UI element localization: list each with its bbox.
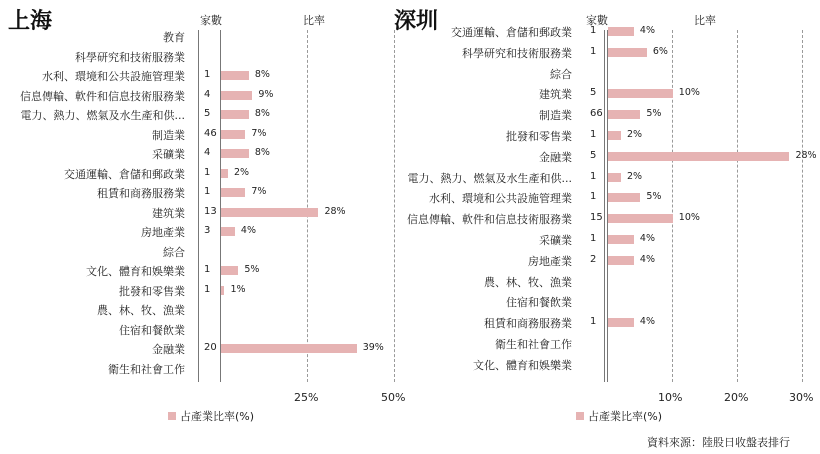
count-value: 3: [204, 225, 211, 236]
category-label: 信息傳輸、軟件和信息技術服務業: [20, 89, 185, 103]
category-label: 租賃和商務服務業: [97, 187, 185, 200]
category-label: 住宿和餐飲業: [119, 323, 185, 337]
ratio-bar: [608, 152, 789, 161]
data-label: 4%: [639, 253, 655, 265]
count-header: 家數: [586, 14, 608, 27]
chart-title: 上海: [8, 9, 53, 34]
category-label: 農、林、牧、漁業: [484, 275, 572, 289]
data-label: 8%: [254, 147, 270, 158]
ratio-bar: [608, 318, 634, 327]
count-value: 4: [204, 88, 211, 100]
ratio-bar: [221, 149, 249, 158]
legend-label: 占產業比率(%): [588, 410, 663, 423]
legend: [168, 408, 254, 424]
category-label: 教育: [163, 31, 185, 44]
chart-title: 深圳: [394, 9, 439, 34]
count-value: 15: [590, 212, 603, 224]
category-label: 金融業: [539, 150, 572, 164]
data-label: 28%: [324, 205, 346, 217]
gridline: [607, 30, 608, 382]
ratio-bar: [221, 208, 318, 217]
category-label: 水利、環境和公共設施管理業: [42, 70, 185, 83]
x-tick-label: 10%: [658, 391, 683, 404]
count-value: 1: [590, 129, 597, 140]
count-value: 20: [204, 342, 217, 353]
count-value: 5: [590, 87, 597, 99]
ratio-bar: [221, 188, 245, 197]
data-label: 1%: [230, 283, 246, 295]
data-label: 4%: [639, 25, 655, 36]
data-label: 5%: [646, 108, 662, 120]
category-label: 科學研究和技術服務業: [462, 46, 572, 60]
category-label: 文化、體育和娛樂業: [473, 358, 572, 372]
count-header: 家數: [200, 14, 222, 27]
count-value: 1: [590, 233, 597, 244]
legend: [576, 408, 662, 424]
data-label: 4%: [639, 233, 655, 244]
category-label: 采礦業: [152, 148, 185, 161]
legend-swatch: [168, 412, 176, 420]
category-label: 制造業: [152, 128, 185, 142]
ratio-bar: [608, 214, 673, 223]
count-value: 1: [204, 186, 211, 197]
data-label: 2%: [626, 129, 643, 140]
category-label: 電力、熱力、燃氣及水生產和供...: [407, 171, 572, 185]
ratio-bar: [608, 48, 647, 57]
data-label: 7%: [251, 186, 267, 197]
data-label: 39%: [362, 342, 384, 353]
count-value: 1: [590, 45, 597, 57]
count-value: 1: [590, 170, 597, 182]
count-value: 2: [590, 253, 597, 265]
data-label: 6%: [652, 45, 668, 57]
ratio-bar: [608, 193, 640, 202]
ratio-bar: [221, 71, 249, 80]
category-label: 住宿和餐飲業: [506, 296, 572, 310]
category-label: 電力、熱力、燃氣及水生產和供...: [20, 109, 185, 122]
category-label: 房地產業: [141, 226, 185, 239]
gridline: [220, 30, 221, 382]
category-label: 批發和零售業: [119, 284, 185, 298]
data-label: 8%: [254, 108, 270, 119]
count-value: 66: [590, 108, 603, 120]
count-value: 46: [204, 127, 217, 139]
count-value: 1: [590, 316, 597, 328]
category-label: 文化、體育和娛樂業: [86, 265, 185, 278]
category-label: 衛生和社會工作: [108, 362, 185, 376]
data-label: 7%: [251, 127, 267, 139]
x-tick-label: 30%: [789, 391, 814, 404]
gridline: [307, 30, 308, 382]
category-label: 批發和零售業: [506, 130, 572, 143]
count-value: 1: [204, 283, 211, 295]
data-label: 5%: [646, 191, 662, 203]
ratio-header: 比率: [303, 14, 325, 27]
category-label: 金融業: [152, 343, 185, 356]
data-label: 2%: [626, 170, 643, 182]
data-label: 4%: [639, 316, 655, 328]
count-value: 4: [204, 147, 211, 158]
ratio-bar: [608, 235, 634, 244]
gridline: [604, 30, 605, 382]
count-value: 1: [204, 69, 211, 80]
ratio-bar: [221, 266, 238, 275]
ratio-bar: [221, 286, 224, 295]
ratio-bar: [608, 27, 634, 36]
count-value: 1: [204, 166, 211, 178]
shanghai-chart: [0, 0, 406, 454]
ratio-bar: [608, 131, 621, 140]
count-value: 5: [204, 108, 211, 119]
category-label: 水利、環境和公共設施管理業: [429, 192, 572, 206]
category-label: 衛生和社會工作: [495, 338, 572, 351]
category-label: 交通運輸、倉儲和郵政業: [451, 26, 572, 39]
count-value: 5: [590, 149, 597, 161]
data-label: 5%: [244, 264, 260, 275]
category-label: 信息傳輸、軟件和信息技術服務業: [407, 213, 572, 227]
legend-swatch: [576, 412, 584, 420]
ratio-bar: [221, 130, 245, 139]
ratio-bar: [221, 169, 228, 178]
legend-label: 占產業比率(%): [180, 410, 255, 423]
category-label: 綜合: [550, 67, 572, 81]
count-value: 13: [204, 205, 217, 217]
category-label: 綜合: [163, 245, 185, 259]
ratio-bar: [221, 91, 252, 100]
category-label: 采礦業: [539, 234, 572, 247]
ratio-bar: [221, 344, 357, 353]
shenzhen-chart: [394, 0, 820, 454]
count-value: 1: [590, 191, 597, 203]
gridline: [672, 30, 673, 382]
category-label: 租賃和商務服務業: [484, 317, 572, 331]
data-label: 9%: [258, 88, 274, 100]
ratio-bar: [608, 256, 634, 265]
ratio-bar: [608, 110, 640, 119]
gridline: [802, 30, 803, 382]
ratio-bar: [608, 89, 673, 98]
source-note: 資料來源：陸股日收盤表排行: [647, 436, 790, 449]
ratio-header: 比率: [694, 14, 716, 27]
gridline: [394, 30, 395, 382]
data-label: 8%: [254, 69, 270, 80]
category-label: 房地產業: [528, 254, 572, 268]
category-label: 科學研究和技術服務業: [75, 50, 185, 64]
category-label: 建筑業: [539, 88, 572, 102]
category-label: 農、林、牧、漁業: [97, 304, 185, 317]
count-value: 1: [204, 264, 211, 275]
category-label: 建筑業: [152, 206, 185, 220]
category-label: 交通運輸、倉儲和郵政業: [64, 167, 185, 181]
data-label: 28%: [795, 149, 817, 161]
ratio-bar: [608, 173, 621, 182]
x-tick-label: 20%: [724, 391, 749, 404]
category-label: 制造業: [539, 109, 572, 123]
data-label: 10%: [678, 87, 700, 99]
data-label: 10%: [678, 212, 700, 224]
x-tick-label: 50%: [381, 391, 406, 404]
data-label: 2%: [233, 166, 250, 178]
gridline: [737, 30, 738, 382]
data-label: 4%: [240, 225, 256, 236]
ratio-bar: [221, 110, 249, 119]
ratio-bar: [221, 227, 235, 236]
x-tick-label: 25%: [294, 391, 319, 404]
count-value: 1: [590, 25, 597, 36]
gridline: [198, 30, 199, 382]
